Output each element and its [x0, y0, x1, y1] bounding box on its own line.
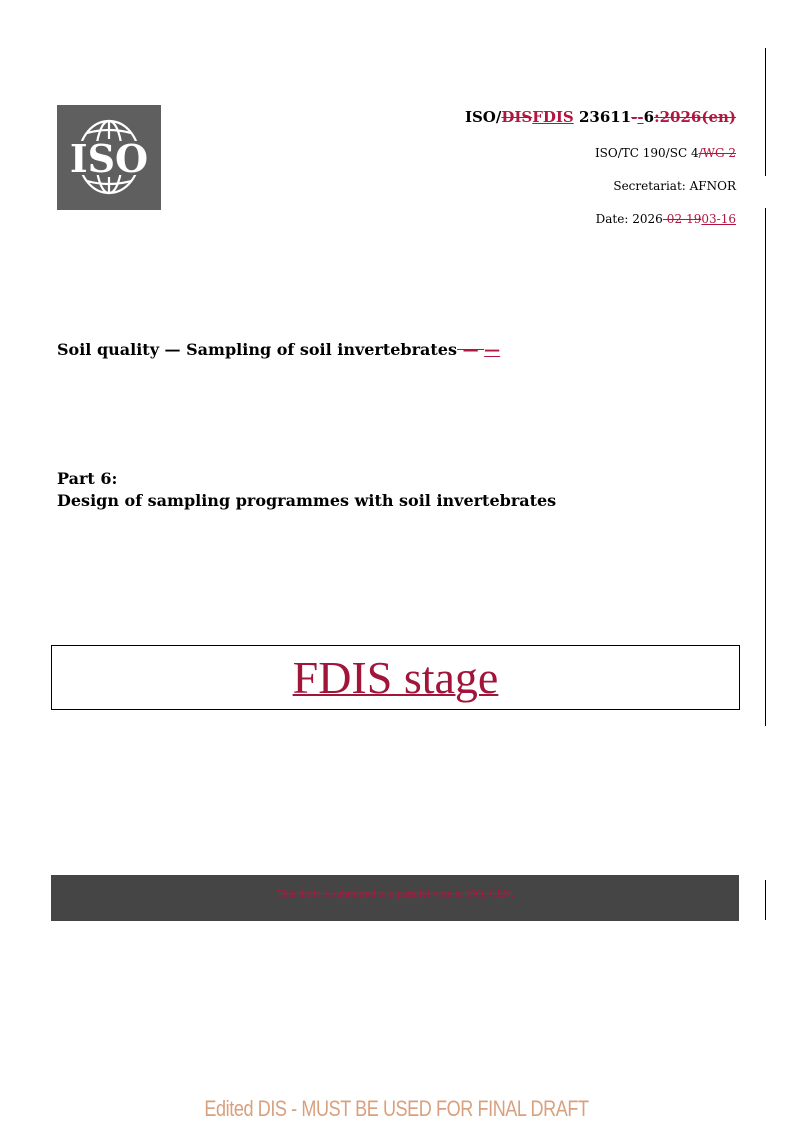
inserted-date: 03-16: [701, 212, 736, 226]
logo-text: ISO: [69, 136, 149, 181]
deleted-working-group: /WG 2: [698, 146, 736, 160]
date-prefix: Date: 2026: [595, 212, 663, 226]
change-bar: [765, 208, 766, 726]
doc-number-value: 23611: [573, 108, 632, 126]
inserted-dash: —: [484, 340, 501, 359]
document-date: [596, 212, 736, 226]
secretariat: Secretariat: AFNOR: [613, 179, 736, 193]
doc-part-number: 6: [643, 108, 655, 126]
deleted-dash: —: [457, 340, 485, 359]
change-bar: [765, 880, 766, 920]
deleted-separator: -: [631, 108, 638, 126]
stage-box: [51, 645, 740, 710]
deleted-stage: DIS: [501, 108, 533, 126]
part-label: Part 6:: [57, 469, 118, 488]
vote-notice-band: [51, 875, 739, 921]
watermark: Edited DIS - MUST BE USED FOR FINAL DRAFT: [204, 1096, 589, 1121]
vote-notice: This draft is submitted to a parallel vote in ISO, CEN.: [276, 888, 514, 900]
committee-reference: [595, 146, 736, 160]
document-number: [465, 108, 736, 126]
change-bar: [765, 48, 766, 176]
inserted-separator: -: [637, 108, 644, 126]
document-title: [57, 340, 500, 359]
iso-logo: [57, 105, 161, 210]
deleted-date: -02-19: [662, 212, 702, 226]
part-title: [57, 468, 556, 512]
part-subtitle: Design of sampling programmes with soil invertebrates: [57, 491, 557, 510]
inserted-stage: FDIS: [532, 108, 574, 126]
title-text: Soil quality — Sampling of soil invertebrates: [57, 340, 457, 359]
stage-label: FDIS stage: [292, 652, 499, 703]
doc-prefix: ISO/: [464, 108, 502, 126]
deleted-suffix: :2026(en): [654, 108, 736, 126]
iso-globe-icon: [57, 105, 161, 210]
committee-text: ISO/TC 190/SC 4: [594, 146, 699, 160]
